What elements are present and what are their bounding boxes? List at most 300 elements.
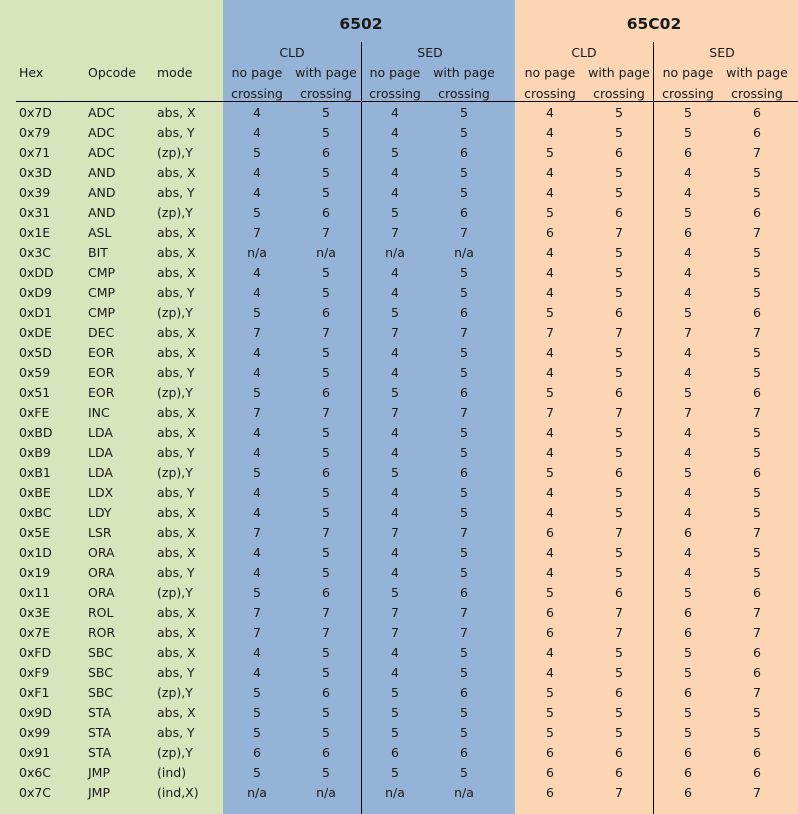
cell-cycles: 7 [391, 325, 399, 340]
cell-hex: 0x7C [19, 785, 52, 800]
cell-cycles: 7 [391, 405, 399, 420]
table-row [0, 303, 798, 323]
cell-opcode: JMP [88, 765, 111, 780]
cell-cycles: 6 [460, 685, 468, 700]
cell-mode: abs, Y [157, 725, 195, 740]
cell-cycles: 6 [615, 145, 623, 160]
table-row [0, 323, 798, 343]
table-row [0, 103, 798, 123]
cell-cycles: 4 [684, 505, 692, 520]
cell-cycles: 5 [253, 585, 261, 600]
cell-cycles: 4 [253, 505, 261, 520]
cell-cycles: 7 [253, 405, 261, 420]
table-row [0, 143, 798, 163]
cell-cycles: 6 [546, 765, 554, 780]
cell-cycles: 6 [546, 225, 554, 240]
cell-cycles: 4 [391, 445, 399, 460]
cell-cycles: 5 [615, 125, 623, 140]
header-opcode: Opcode [88, 65, 136, 80]
cell-opcode: AND [88, 165, 116, 180]
cell-hex: 0x91 [19, 745, 51, 760]
cell-mode: abs, X [157, 265, 196, 280]
cell-cycles: 7 [460, 225, 468, 240]
cell-cycles: 6 [615, 465, 623, 480]
cell-cycles: 6 [546, 605, 554, 620]
cell-cycles: 5 [460, 665, 468, 680]
cell-cycles: 4 [546, 265, 554, 280]
cell-cycles: 4 [684, 185, 692, 200]
cell-cycles: 4 [546, 485, 554, 500]
table-row [0, 643, 798, 663]
cell-cycles: 6 [753, 585, 761, 600]
table-row [0, 123, 798, 143]
cell-cycles: 5 [253, 385, 261, 400]
cell-mode: abs, Y [157, 565, 195, 580]
cell-opcode: ORA [88, 545, 115, 560]
cell-cycles: 5 [684, 305, 692, 320]
cell-cycles: 7 [753, 625, 761, 640]
cell-opcode: SBC [88, 645, 114, 660]
cell-hex: 0x51 [19, 385, 51, 400]
cell-cycles: 5 [322, 365, 330, 380]
cell-cycles: 5 [546, 685, 554, 700]
cell-hex: 0xD1 [19, 305, 52, 320]
cell-cycles: 5 [753, 725, 761, 740]
cell-hex: 0x71 [19, 145, 51, 160]
table-row [0, 363, 798, 383]
cell-mode: (zp),Y [157, 745, 193, 760]
cell-cycles: 5 [253, 765, 261, 780]
cell-cycles: 4 [253, 365, 261, 380]
cell-cycles: n/a [385, 245, 405, 260]
cell-cycles: 7 [322, 325, 330, 340]
table-row [0, 463, 798, 483]
cell-mode: abs, Y [157, 125, 195, 140]
cell-opcode: LDY [88, 505, 112, 520]
cell-cycles: 5 [460, 285, 468, 300]
cell-cycles: 5 [391, 765, 399, 780]
cell-cycles: 5 [684, 725, 692, 740]
table-row [0, 343, 798, 363]
cell-cycles: 7 [753, 605, 761, 620]
cell-cycles: 7 [322, 225, 330, 240]
cell-cycles: 6 [753, 125, 761, 140]
cell-cycles: 5 [322, 765, 330, 780]
cell-mode: (zp),Y [157, 585, 193, 600]
cell-cycles: 4 [391, 365, 399, 380]
cell-hex: 0x31 [19, 205, 51, 220]
cell-cycles: 7 [615, 405, 623, 420]
cell-cycles: 5 [391, 705, 399, 720]
cell-cycles: 5 [684, 105, 692, 120]
cell-cycles: 5 [391, 465, 399, 480]
cell-cycles: 5 [615, 445, 623, 460]
table-row [0, 743, 798, 763]
cell-mode: (zp),Y [157, 465, 193, 480]
cell-cycles: 5 [615, 245, 623, 260]
cell-cycles: 4 [546, 565, 554, 580]
cell-cycles: 5 [460, 765, 468, 780]
cell-cycles: 5 [460, 445, 468, 460]
cell-hex: 0xFD [19, 645, 52, 660]
cell-cycles: 7 [753, 325, 761, 340]
cell-cycles: 5 [684, 125, 692, 140]
cell-cycles: 5 [322, 725, 330, 740]
cell-cycles: 4 [546, 365, 554, 380]
cell-cycles: 4 [546, 185, 554, 200]
cell-cycles: 5 [684, 585, 692, 600]
cell-mode: abs, Y [157, 285, 195, 300]
cell-opcode: SBC [88, 665, 114, 680]
cell-cycles: 5 [391, 305, 399, 320]
cell-opcode: LSR [88, 525, 112, 540]
table-row [0, 223, 798, 243]
cell-cycles: 6 [322, 685, 330, 700]
table-row [0, 183, 798, 203]
cell-cycles: 6 [615, 385, 623, 400]
cell-cycles: 5 [322, 705, 330, 720]
cell-cycles: 5 [460, 185, 468, 200]
cell-cycles: 6 [684, 625, 692, 640]
header-no-page-crossing-col3: crossing [369, 86, 421, 101]
cell-cycles: 5 [615, 165, 623, 180]
header-with-page-crossing-col6: with page [588, 65, 650, 80]
cell-cycles: 6 [322, 745, 330, 760]
table-row [0, 423, 798, 443]
cell-hex: 0x1E [19, 225, 51, 240]
cell-cycles: 4 [546, 285, 554, 300]
cell-cycles: 6 [615, 305, 623, 320]
cell-cycles: 5 [253, 705, 261, 720]
header-no-page-crossing-col7: no page [662, 65, 714, 80]
cell-hex: 0x3C [19, 245, 52, 260]
cell-cycles: 7 [753, 525, 761, 540]
cell-cycles: 4 [546, 105, 554, 120]
cell-hex: 0x99 [19, 725, 51, 740]
cell-cycles: 6 [753, 745, 761, 760]
table-row [0, 583, 798, 603]
cell-cycles: 5 [615, 185, 623, 200]
cell-cycles: 4 [391, 265, 399, 280]
cell-cycles: 4 [253, 425, 261, 440]
cell-hex: 0x5E [19, 525, 51, 540]
cell-cycles: 6 [546, 745, 554, 760]
cell-hex: 0x39 [19, 185, 51, 200]
header-no-page-crossing-col1: no page [231, 65, 283, 80]
cell-cycles: n/a [454, 245, 474, 260]
cell-cycles: 6 [460, 205, 468, 220]
cell-cycles: 5 [460, 365, 468, 380]
cell-cycles: 7 [391, 225, 399, 240]
cell-cycles: 7 [460, 625, 468, 640]
header-no-page-crossing-col3: no page [369, 65, 421, 80]
cell-opcode: ROR [88, 625, 116, 640]
table-row [0, 203, 798, 223]
cell-cycles: 6 [684, 225, 692, 240]
cell-cycles: 4 [391, 485, 399, 500]
cell-mode: abs, Y [157, 665, 195, 680]
cell-opcode: STA [88, 745, 112, 760]
cell-mode: abs, X [157, 345, 196, 360]
cell-cycles: 6 [753, 765, 761, 780]
cell-cycles: 4 [391, 645, 399, 660]
cell-cycles: 6 [322, 305, 330, 320]
cell-hex: 0x7E [19, 625, 51, 640]
cell-mode: (ind,X) [157, 785, 199, 800]
mode-label-6502-sed: SED [417, 45, 443, 60]
cell-cycles: 4 [253, 445, 261, 460]
cell-cycles: 4 [684, 285, 692, 300]
cell-cycles: 4 [253, 265, 261, 280]
cell-mode: abs, Y [157, 445, 195, 460]
cell-cycles: 7 [615, 325, 623, 340]
cell-cycles: 5 [546, 725, 554, 740]
cell-cycles: 4 [253, 165, 261, 180]
header-no-page-crossing-col1: crossing [231, 86, 283, 101]
cell-cycles: 5 [391, 145, 399, 160]
cell-cycles: 5 [460, 345, 468, 360]
cell-opcode: STA [88, 705, 112, 720]
cell-cycles: 7 [753, 145, 761, 160]
cell-cycles: 5 [615, 485, 623, 500]
cell-hex: 0xB9 [19, 445, 51, 460]
cell-cycles: 5 [460, 725, 468, 740]
cell-cycles: 4 [546, 665, 554, 680]
cell-cycles: 4 [684, 165, 692, 180]
cell-cycles: 5 [253, 305, 261, 320]
cell-cycles: 5 [322, 425, 330, 440]
cell-cycles: 6 [322, 145, 330, 160]
cell-cycles: 4 [391, 165, 399, 180]
cell-cycles: 5 [322, 345, 330, 360]
cell-cycles: 5 [615, 105, 623, 120]
cell-opcode: ORA [88, 585, 115, 600]
cell-cycles: 5 [753, 705, 761, 720]
cell-cycles: 7 [546, 405, 554, 420]
cell-cycles: 7 [460, 325, 468, 340]
cell-cycles: 7 [684, 325, 692, 340]
cell-cycles: 4 [546, 545, 554, 560]
cell-cycles: 6 [684, 765, 692, 780]
cell-hex: 0xD9 [19, 285, 52, 300]
cell-cycles: 5 [753, 445, 761, 460]
cell-opcode: AND [88, 185, 116, 200]
mode-label-6502-cld: CLD [279, 45, 305, 60]
cell-mode: (ind) [157, 765, 187, 780]
cell-cycles: 4 [684, 365, 692, 380]
cell-opcode: DEC [88, 325, 115, 340]
table-row [0, 263, 798, 283]
cell-cycles: 5 [460, 425, 468, 440]
cell-cycles: 6 [684, 605, 692, 620]
cell-cycles: 5 [615, 425, 623, 440]
cell-cycles: n/a [247, 245, 267, 260]
cell-cycles: 6 [322, 385, 330, 400]
cell-mode: abs, X [157, 245, 196, 260]
cell-cycles: 6 [253, 745, 261, 760]
cell-cycles: 5 [753, 185, 761, 200]
cell-cycles: 6 [753, 385, 761, 400]
cell-cycles: 5 [753, 265, 761, 280]
cell-mode: abs, X [157, 165, 196, 180]
cell-opcode: INC [88, 405, 110, 420]
cell-hex: 0xB1 [19, 465, 51, 480]
cell-opcode: ROL [88, 605, 114, 620]
cell-cycles: 5 [460, 645, 468, 660]
cell-cycles: 5 [322, 545, 330, 560]
cell-opcode: ORA [88, 565, 115, 580]
cell-mode: abs, X [157, 405, 196, 420]
cell-cycles: 6 [546, 525, 554, 540]
cell-opcode: ADC [88, 145, 115, 160]
cell-mode: (zp),Y [157, 145, 193, 160]
cell-cycles: n/a [385, 785, 405, 800]
cell-cycles: 6 [753, 665, 761, 680]
cell-cycles: 5 [753, 345, 761, 360]
cell-cycles: 4 [546, 125, 554, 140]
header-with-page-crossing-col4: crossing [438, 86, 490, 101]
cell-cycles: 7 [322, 525, 330, 540]
cell-opcode: BIT [88, 245, 108, 260]
cell-hex: 0x19 [19, 565, 51, 580]
cell-opcode: LDX [88, 485, 114, 500]
cell-cycles: 5 [615, 725, 623, 740]
cell-cycles: 5 [253, 685, 261, 700]
cell-cycles: 6 [684, 685, 692, 700]
cell-cycles: 6 [615, 585, 623, 600]
cell-cycles: 5 [322, 105, 330, 120]
cell-cycles: 5 [460, 105, 468, 120]
table-row [0, 163, 798, 183]
cell-cycles: 7 [460, 405, 468, 420]
header-with-page-crossing-col8: crossing [731, 86, 783, 101]
cell-cycles: 7 [615, 225, 623, 240]
cell-mode: abs, X [157, 705, 196, 720]
cell-mode: (zp),Y [157, 385, 193, 400]
cell-cycles: 4 [391, 545, 399, 560]
cell-cycles: 5 [546, 385, 554, 400]
cell-cycles: 6 [753, 205, 761, 220]
cell-opcode: CMP [88, 305, 116, 320]
cell-cycles: 7 [391, 625, 399, 640]
cell-mode: (zp),Y [157, 685, 193, 700]
header-no-page-crossing-col5: no page [524, 65, 576, 80]
group-title-65c02: 65C02 [626, 15, 682, 33]
cell-cycles: 5 [615, 345, 623, 360]
cell-cycles: n/a [316, 245, 336, 260]
cell-cycles: 7 [460, 525, 468, 540]
cell-cycles: 4 [546, 245, 554, 260]
header-no-page-crossing-col7: crossing [662, 86, 714, 101]
header-with-page-crossing-col8: with page [726, 65, 788, 80]
cell-cycles: 6 [753, 645, 761, 660]
cell-cycles: 4 [546, 445, 554, 460]
cell-hex: 0xBD [19, 425, 53, 440]
cell-cycles: 5 [391, 585, 399, 600]
cell-cycles: 5 [322, 645, 330, 660]
cell-cycles: 4 [253, 645, 261, 660]
table-row [0, 443, 798, 463]
cell-cycles: 4 [684, 485, 692, 500]
cell-cycles: 6 [546, 785, 554, 800]
cell-cycles: 5 [460, 505, 468, 520]
cell-cycles: 4 [391, 425, 399, 440]
cell-cycles: 6 [615, 765, 623, 780]
cell-cycles: 5 [753, 245, 761, 260]
cell-hex: 0xF1 [19, 685, 50, 700]
cell-cycles: 4 [391, 505, 399, 520]
cell-cycles: 5 [322, 265, 330, 280]
cell-cycles: 4 [253, 345, 261, 360]
cell-cycles: 7 [253, 625, 261, 640]
cell-opcode: LDA [88, 465, 113, 480]
cell-cycles: 5 [684, 645, 692, 660]
cell-cycles: 5 [615, 285, 623, 300]
group-title-6502: 6502 [339, 15, 383, 33]
cell-opcode: SBC [88, 685, 114, 700]
cell-cycles: 7 [460, 605, 468, 620]
cell-cycles: 5 [546, 145, 554, 160]
cell-cycles: 5 [391, 685, 399, 700]
cell-cycles: 4 [546, 165, 554, 180]
table-row [0, 543, 798, 563]
cell-cycles: 6 [322, 465, 330, 480]
cell-mode: abs, Y [157, 185, 195, 200]
cell-cycles: 5 [391, 205, 399, 220]
cell-hex: 0xFE [19, 405, 50, 420]
cell-mode: abs, X [157, 545, 196, 560]
cell-cycles: 4 [546, 505, 554, 520]
cell-cycles: 4 [253, 105, 261, 120]
cell-cycles: 7 [391, 605, 399, 620]
cell-cycles: 7 [753, 225, 761, 240]
cell-cycles: 6 [460, 745, 468, 760]
cell-hex: 0x5D [19, 345, 52, 360]
cell-cycles: 4 [684, 265, 692, 280]
cell-cycles: 5 [460, 705, 468, 720]
cell-cycles: 7 [615, 605, 623, 620]
table-row [0, 243, 798, 263]
cell-cycles: 5 [322, 665, 330, 680]
cell-opcode: STA [88, 725, 112, 740]
cell-cycles: 5 [615, 645, 623, 660]
cell-cycles: 6 [753, 305, 761, 320]
cell-cycles: 4 [546, 425, 554, 440]
cell-cycles: 7 [253, 325, 261, 340]
cell-hex: 0x59 [19, 365, 51, 380]
cell-cycles: 6 [615, 685, 623, 700]
cell-mode: abs, X [157, 325, 196, 340]
cell-mode: abs, X [157, 505, 196, 520]
cell-cycles: 5 [684, 385, 692, 400]
header-no-page-crossing-col5: crossing [524, 86, 576, 101]
cell-cycles: 4 [253, 545, 261, 560]
cell-opcode: AND [88, 205, 116, 220]
cell-cycles: 4 [391, 185, 399, 200]
cell-cycles: 7 [253, 605, 261, 620]
cell-hex: 0xBC [19, 505, 52, 520]
cell-cycles: 7 [322, 625, 330, 640]
cell-cycles: 5 [460, 565, 468, 580]
cell-hex: 0x3D [19, 165, 52, 180]
cell-cycles: 5 [253, 725, 261, 740]
table-row [0, 403, 798, 423]
cell-cycles: 5 [391, 385, 399, 400]
cell-cycles: 7 [753, 685, 761, 700]
cell-cycles: 5 [253, 465, 261, 480]
cell-cycles: 5 [391, 725, 399, 740]
cell-cycles: 5 [753, 485, 761, 500]
